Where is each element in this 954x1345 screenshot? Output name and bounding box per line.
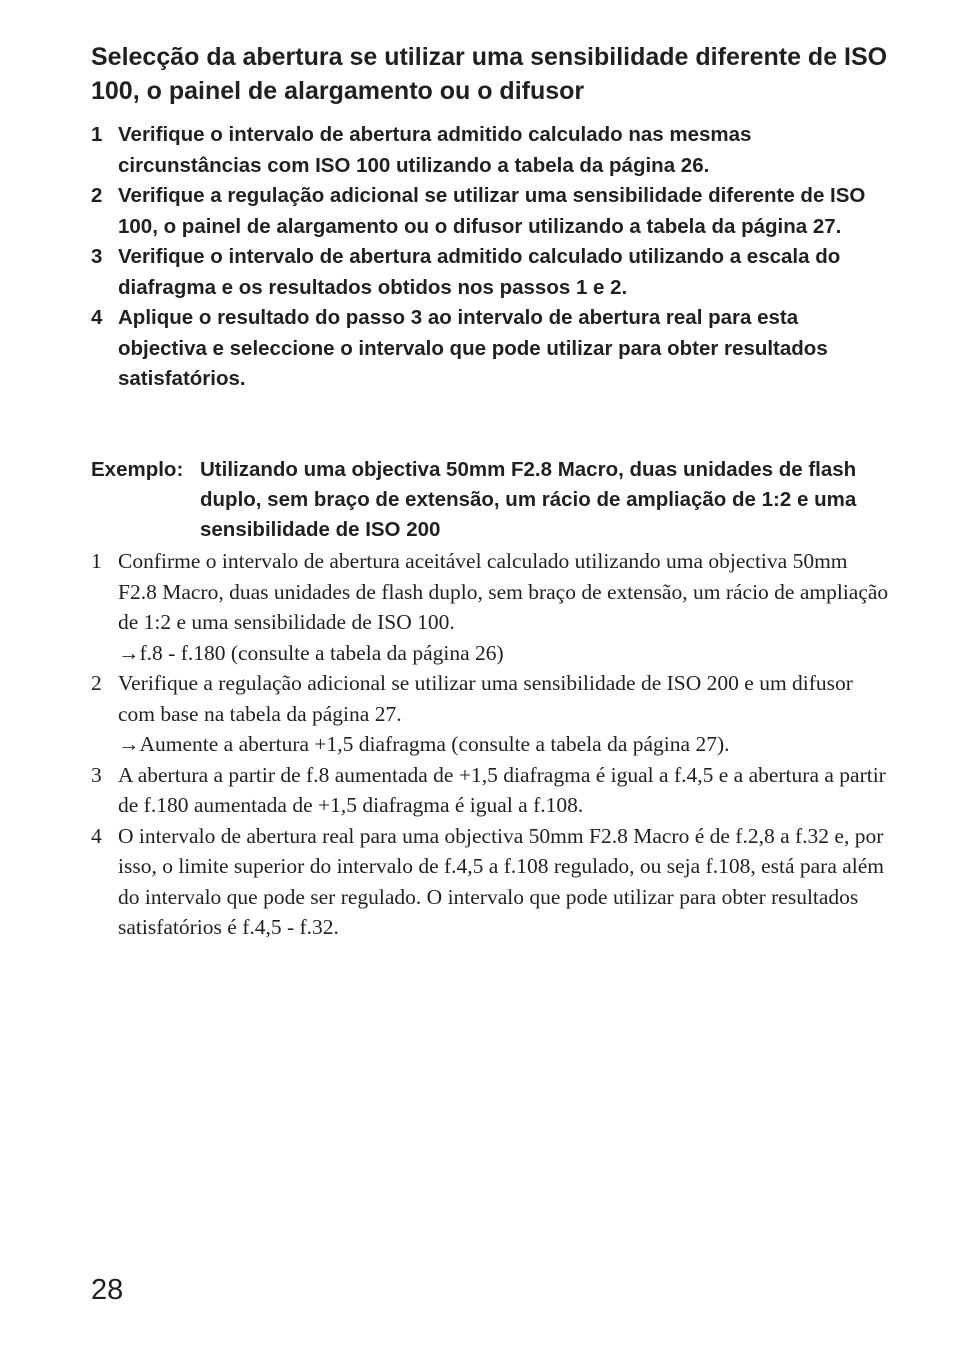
step-item	[91, 120, 891, 181]
page-number: 28	[91, 1274, 124, 1306]
step-text: Verifique o intervalo de abertura admitido calculado nas mesmas circunstâncias com ISO 100 utilizando a tabela da página 26.	[118, 123, 752, 177]
example-steps	[91, 546, 891, 943]
example-step-result: →Aumente a abertura +1,5 diafragma (consulte a tabela da página 27).	[118, 732, 730, 756]
step-text: Verifique o intervalo de abertura admitido calculado utilizando a escala do diafragma e os resultados obtidos nos passos 1 e 2.	[118, 245, 841, 299]
example-step-item	[91, 821, 891, 943]
step-number: 4	[91, 306, 103, 329]
example-step-text: Confirme o intervalo de abertura aceitável calculado utilizando uma objectiva 50mm F2.8 Macro, duas unidades de flash duplo, sem braço de extensão, um rácio de ampliação de 1:2 e uma sensibilidade de ISO 100.	[118, 549, 889, 634]
step-item	[91, 181, 891, 242]
step-text: Verifique a regulação adicional se utilizar uma sensibilidade diferente de ISO 100, o painel de alargamento ou o difusor utilizando a tabela da página 27.	[118, 184, 866, 238]
example-step-body	[118, 546, 891, 668]
step-text: Aplique o resultado do passo 3 ao intervalo de abertura real para esta objectiva e seleccione o intervalo que pode utilizar para obter resultados satisfatórios.	[118, 306, 828, 390]
example-step-text: O intervalo de abertura real para uma objectiva 50mm F2.8 Macro é de f.2,8 a f.32 e, por isso, o limite superior do intervalo de f.4,5 a f.108 regulado, ou seja f.108, está para além do intervalo que pode ser regulado. O intervalo que pode utilizar para obter resultados satisfatórios é f.4,5 - f.32.	[118, 823, 885, 939]
example-step-number: 1	[91, 549, 102, 573]
step-number: 1	[91, 123, 103, 146]
step-number: 3	[91, 245, 103, 268]
example-step-result: →f.8 - f.180 (consulte a tabela da página 26)	[118, 640, 504, 665]
example-step-text: Verifique a regulação adicional se utilizar uma sensibilidade de ISO 200 e um difusor com base na tabela da página 27.	[118, 671, 853, 726]
example-label: Exemplo:	[91, 458, 184, 481]
example-text: Utilizando uma objectiva 50mm F2.8 Macro, duas unidades de flash duplo, sem braço de extensão, um rácio de ampliação de 1:2 e uma sensibilidade de ISO 200	[200, 458, 857, 541]
example-block	[91, 455, 891, 545]
step-number: 2	[91, 184, 103, 207]
example-step-body	[118, 668, 891, 760]
procedure-steps	[91, 120, 891, 395]
example-step-item	[91, 760, 891, 821]
example-step-number: 4	[91, 823, 102, 848]
example-step-item	[91, 546, 891, 668]
example-step-text: A abertura a partir de f.8 aumentada de +1,5 diafragma é igual a f.4,5 e a abertura a partir de f.180 aumentada de +1,5 diafragma é igual a f.108.	[118, 762, 886, 817]
example-step-item	[91, 668, 891, 760]
section-heading: Selecção da abertura se utilizar uma sensibilidade diferente de ISO 100, o painel de alargamento ou o difusor	[91, 43, 888, 105]
example-step-number: 3	[91, 762, 102, 787]
step-item	[91, 242, 891, 303]
step-item	[91, 303, 891, 395]
example-step-number: 2	[91, 671, 102, 695]
